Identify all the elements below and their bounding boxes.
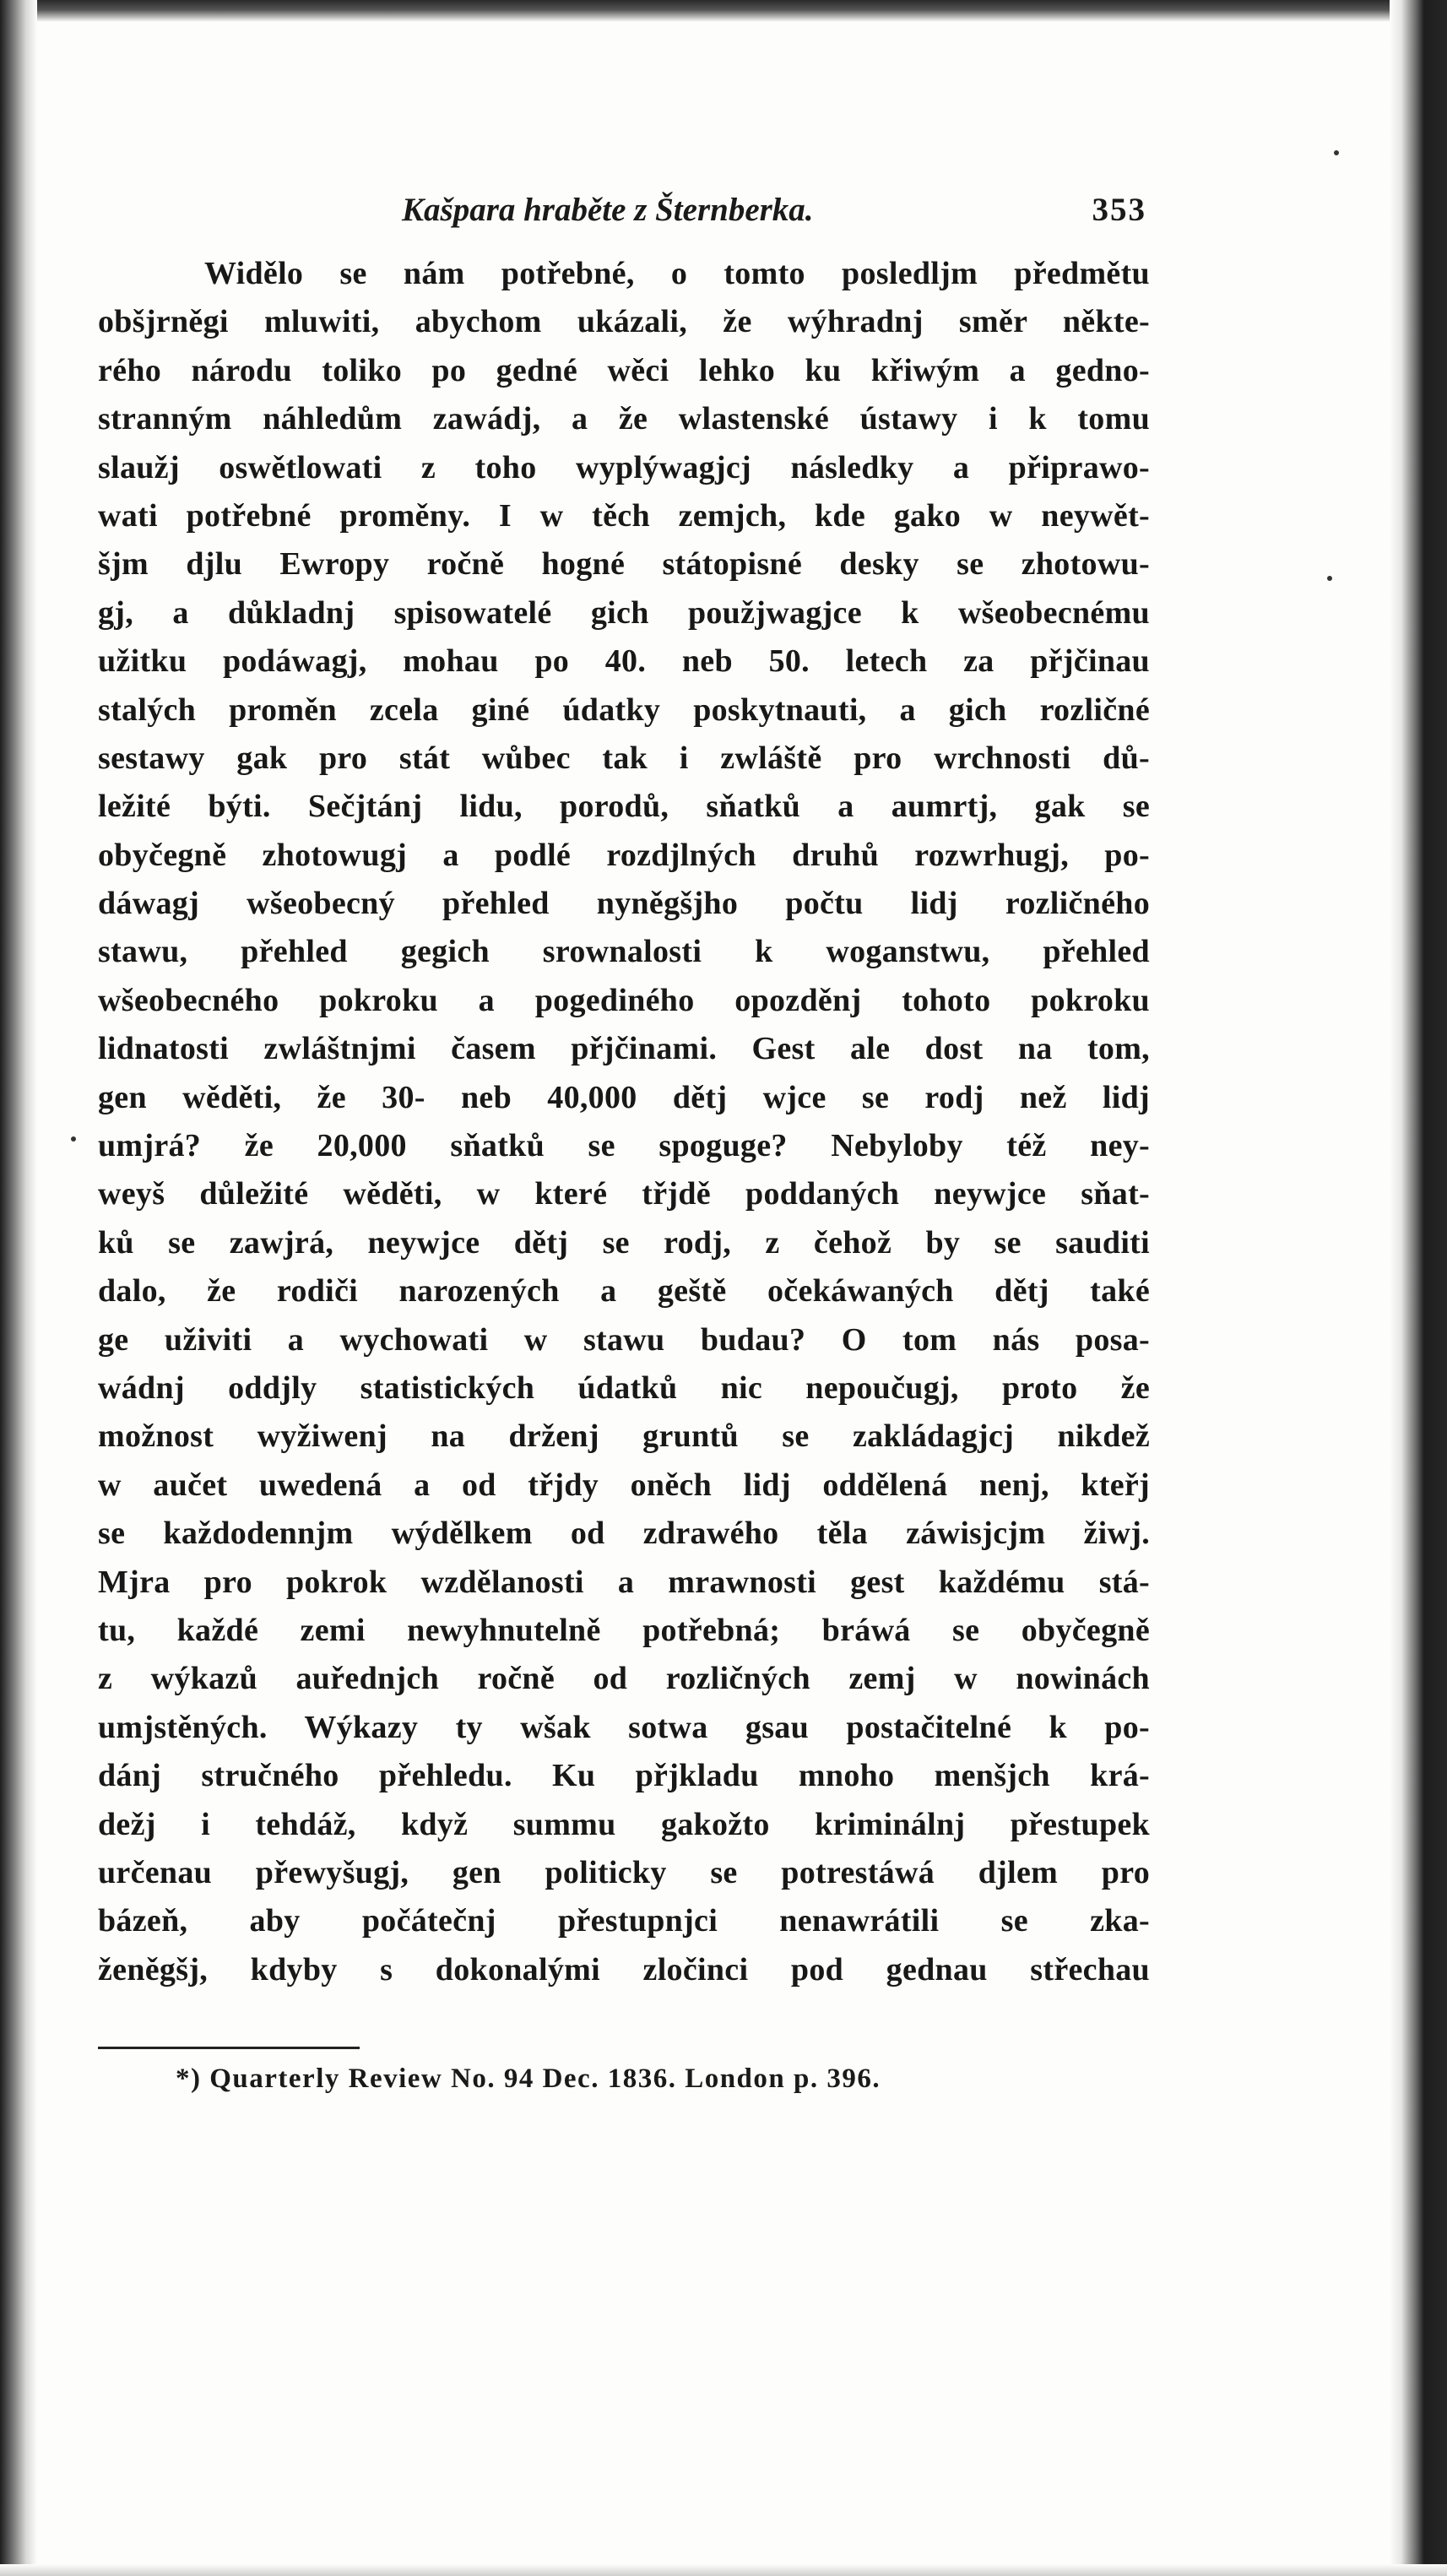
text-line: wšeobecného pokroku a pogediného opozděnj tohoto pokroku <box>98 982 1150 1018</box>
text-line: Widělo se nám potřebné, o tomto posledljm předmětu <box>204 256 1150 291</box>
text-line: sestawy gak pro stát wůbec tak i zwláště pro wrchnosti dů- <box>98 740 1150 776</box>
scan-edge-left <box>0 0 37 2576</box>
text-line: dalo, že rodiči narozených a geště očekáwaných dětj také <box>98 1273 1150 1310</box>
text-line: dežj i tehdáž, když summu gakožto kriminálnj přestupek <box>98 1806 1150 1842</box>
text-line: stawu, přehled gegich srownalosti k woganstwu, přehled <box>98 934 1150 970</box>
text-line: Mjra pro pokrok wzdělanosti a mrawnosti gest každému stá- <box>98 1564 1150 1600</box>
text-line: gj, a důkladnj spisowatelé gich použjwagjce k wšeobecnému <box>98 594 1150 631</box>
text-line: užitku podáwagj, mohau po 40. neb 50. letech za přjčinau <box>98 643 1150 680</box>
text-line: tu, každé zemi newyhnutelně potřebná; bráwá se obyčegně <box>98 1612 1150 1648</box>
text-line: rého národu toliko po gedné wěci lehko ku křiwým a gedno- <box>98 352 1150 388</box>
text-line: umjstěných. Wýkazy ty wšak sotwa gsau postačitelné k po- <box>98 1709 1150 1745</box>
text-line: slaužj oswětlowati z toho wyplýwagjcj následky a připrawo- <box>98 449 1150 485</box>
text-line: ženěgšj, kdyby s dokonalými zločinci pod gednau střechau <box>98 1951 1150 1988</box>
text-line: šjm djlu Ewropy ročně hogné státopisné desky se zhotowu- <box>98 546 1150 583</box>
margin-speck <box>1334 150 1339 155</box>
text-line: weyš důležité wěděti, w které třjdě poddaných neywjce sňat- <box>98 1176 1150 1212</box>
page-header <box>95 179 1150 238</box>
text-line: stalých proměn zcela giné údatky poskytnauti, a gich rozličné <box>98 691 1150 728</box>
text-line: umjrá? že 20,000 sňatků se spoguge? Nebyloby též ney- <box>98 1128 1150 1164</box>
text-line: lidnatosti zwláštnjmi časem přjčinami. Gest ale dost na tom, <box>98 1031 1150 1067</box>
body-text <box>98 250 1150 1994</box>
text-line: ků se zawjrá, neywjce dětj se rodj, z čehož by se sauditi <box>98 1224 1150 1261</box>
text-line: ge uživiti a wychowati w stawu budau? O tom nás posa- <box>98 1321 1150 1358</box>
text-line: bázeň, aby počátečnj přestupnjci nenawrátili se zka- <box>98 1903 1150 1939</box>
text-line: určenau přewyšugj, gen politicky se potrestáwá djlem pro <box>98 1854 1150 1890</box>
text-line: se každodennjm wýdělkem od zdrawého těla záwisjcjm žiwj. <box>98 1516 1150 1552</box>
text-line: dánj stručného přehledu. Ku přjkladu mnoho menšjch krá- <box>98 1758 1150 1794</box>
margin-speck <box>1327 576 1332 581</box>
text-line: možnost wyžiwenj na drženj gruntů se zakládagjcj nikdež <box>98 1418 1150 1455</box>
text-line: wádnj oddjly statistických údatků nic nepoučugj, proto že <box>98 1369 1150 1406</box>
text-line: w aučet uwedená a od třjdy oněch lidj oddělená nenj, kteřj <box>98 1467 1150 1503</box>
text-line: gen wěděti, že 30- neb 40,000 dětj wjce se rodj než lidj <box>98 1079 1150 1115</box>
book-page <box>95 0 1150 2576</box>
text-line: obyčegně zhotowugj a podlé rozdjlných druhů rozwrhugj, po- <box>98 837 1150 873</box>
scan-edge-right <box>1390 0 1447 2576</box>
footnote-rule <box>98 2047 360 2049</box>
text-line: dáwagj wšeobecný přehled nyněgšjho počtu lidj rozličného <box>98 886 1150 922</box>
running-title: Kašpara hraběte z Šternberka. <box>402 192 814 228</box>
text-line: wati potřebné proměny. I w těch zemjch, kde gako w neywět- <box>98 497 1150 534</box>
text-line: z wýkazů auřednjch ročně od rozličných zemj w nowinách <box>98 1661 1150 1697</box>
text-line: ležité býti. Sečjtánj lidu, porodů, sňatků a aumrtj, gak se <box>98 789 1150 825</box>
page-number: 353 <box>1092 192 1146 228</box>
text-line: obšjrněgi mluwiti, abychom ukázali, že wýhradnj směr někte- <box>98 304 1150 340</box>
margin-speck <box>71 1136 76 1142</box>
text-line: stranným náhledům zawádj, a že wlastenské ústawy i k tomu <box>98 401 1150 437</box>
footnote: *) Quarterly Review No. 94 Dec. 1836. London p. 396. <box>176 2064 881 2094</box>
